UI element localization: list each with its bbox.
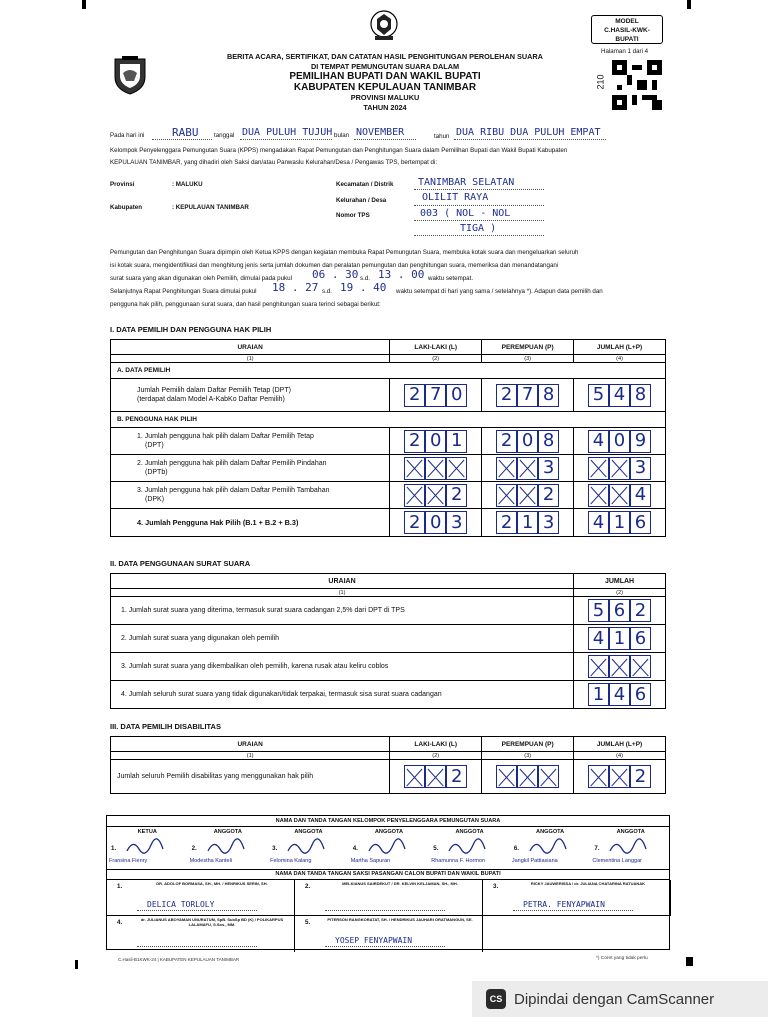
a-row1-label: Jumlah Pemilih dalam Daftar Pemilih Tetap (DPT) — [137, 387, 291, 394]
kpps-number: 4. — [352, 845, 358, 852]
model-box: MODEL C.HASIL-KWK- BUPATI — [591, 15, 663, 44]
crossed-digit-box — [609, 765, 630, 788]
saksi-number: 2. — [305, 883, 311, 890]
b4-lp — [574, 511, 665, 534]
crossed-digit-box — [404, 484, 425, 507]
digit-box: 4 — [609, 683, 630, 706]
crossed-digit-box — [588, 484, 609, 507]
tps-value: 003 ( NOL - NOL — [420, 208, 511, 219]
bulan-value: NOVEMBER — [356, 127, 405, 138]
saksi-number: 3. — [493, 883, 499, 890]
saksi-signature-cell — [107, 880, 295, 916]
tahun-value: DUA RIBU DUA PULUH EMPAT — [456, 127, 601, 138]
disabilitas-l — [390, 765, 481, 788]
digit-box: 1 — [588, 683, 609, 706]
b2-label: 2. Jumlah pengguna hak pilih dalam Daftar Pemilih Pindahan — [137, 460, 327, 467]
saksi-candidate: PITERSON RANGKORATAT, SH. / HENDRIKUS JAUHARI ORATMANGUN, SE. — [327, 917, 473, 922]
digit-box: 1 — [609, 511, 630, 534]
section-1-title: I. DATA PEMILIH DAN PENGGUNA HAK PILIH — [110, 325, 272, 334]
section-b-title: B. PENGGUNA HAK PILIH — [111, 412, 666, 428]
col-uraian-2: URAIAN — [111, 574, 574, 589]
digit-box: 4 — [588, 511, 609, 534]
saksi-signature-cell — [295, 916, 483, 952]
section-1-table: URAIAN LAKI-LAKI (L) PEREMPUAN (P) JUMLAH (L+P) (1) (2) (3) (4) A. DATA PEMILIH Jumlah Pemilih dalam Daftar Pemilih Tetap (DPT) (terdapat dalam Model A-KabKo Daftar Pemilih) 2 7 0 2 7 8 5 4 8 B. PENGGUNA HAK PILIH 1. Jumlah pengguna hak pilih dalam Daftar Pemilih Tetap (DPT) 2 0 1 2 0 8 4 0 9 2. Jumlah pengguna hak pilih dalam Daftar Pemilih Pindahan (DPTb) 3 3 3. Jumlah pengguna hak pilih dalam Daftar Pemilih Tambahan (DPK) 2 2 4 4. Jumlah Pengguna Hak Pilih (B.1 + B.2 + B.3) 2 0 3 2 1 3 4 1 6 — [110, 339, 666, 537]
digit-box: 6 — [630, 511, 651, 534]
crossed-digit-box — [517, 484, 538, 507]
digit-box: 7 — [425, 384, 446, 407]
digit-box: 5 — [588, 599, 609, 622]
kpps-signature — [447, 837, 487, 857]
tps-label: Nomor TPS — [336, 212, 370, 219]
tanggal-label: tanggal — [214, 132, 235, 139]
tps-value-line2: TIGA ) — [460, 223, 497, 234]
saksi-number: 5. — [305, 919, 311, 926]
kpps-sign-title: NAMA DAN TANDA TANGAN KELOMPOK PENYELENGGARA PEMUNGUTAN SUARA — [107, 816, 669, 827]
digit-box: 4 — [588, 627, 609, 650]
digit-box: 1 — [446, 430, 467, 453]
digit-box: 6 — [609, 599, 630, 622]
kpps-role: ANGGOTA — [294, 829, 323, 835]
kpps-signature — [206, 837, 246, 857]
kelurahan-value: OLILIT RAYA — [422, 192, 489, 203]
digit-box: 3 — [538, 511, 559, 534]
footer-right: *) Coret yang tidak perlu — [596, 956, 648, 961]
col-uraian: URAIAN — [111, 340, 390, 355]
kabupaten-label: Kabupaten — [110, 204, 142, 211]
saksi-signature-cell — [107, 916, 295, 952]
digit-box: 0 — [446, 384, 467, 407]
camscanner-banner — [472, 981, 768, 1017]
kpps-role: ANGGOTA — [536, 829, 565, 835]
col-laki: LAKI-LAKI (L) — [390, 340, 482, 355]
saksi-number: 4. — [117, 919, 123, 926]
crossed-digit-box — [609, 457, 630, 480]
page-info: Halaman 1 dari 4 — [601, 48, 649, 55]
section-2-table: URAIAN JUMLAH (1) (2) 1. Jumlah surat suara yang diterima, termasuk surat suara cadangan 2,5% dari DPT di TPS 5 6 2 2. Jumlah surat suara yang digunakan oleh pemilih 4 1 6 3. Jumlah surat suara yang dikembalikan oleh pemilih, karena rusak atau keliru coblos 4. Jumlah seluruh surat suara yang tidak digunakan/tidak terpakai, termasuk sisa surat suara cadangan 1 4 6 — [110, 573, 666, 709]
saksi-candidate: dr. JULIANUS ABOYAMAN UNURATUM, SpB. SubSp BD (K) / POLIKARPUS LALAMAFU, S.Sos., MM. — [140, 917, 284, 927]
col-jumlah: JUMLAH (L+P) — [574, 340, 666, 355]
saksi-name: PETRA. FENYAPWAIN — [523, 900, 605, 909]
kpps-number: 2. — [191, 845, 197, 852]
crossed-digit-box — [588, 765, 609, 788]
kpps-role: ANGGOTA — [374, 829, 404, 835]
digit-box: 2 — [496, 384, 517, 407]
kpps-role: ANGGOTA — [213, 829, 242, 835]
crossed-digit-box — [609, 655, 630, 678]
crossed-digit-box — [404, 765, 425, 788]
digit-box: 4 — [630, 484, 651, 507]
digit-box: 7 — [517, 384, 538, 407]
digit-box: 2 — [496, 430, 517, 453]
kpps-role: ANGGOTA — [616, 829, 645, 835]
a-row1-l — [390, 384, 481, 407]
kpps-signature — [125, 837, 165, 857]
b4-p — [482, 511, 573, 534]
kpps-name: Jangkil Pattiasiana — [511, 858, 558, 864]
qr-code — [612, 60, 662, 110]
digit-box: 2 — [496, 511, 517, 534]
ss-row2-value — [574, 627, 665, 650]
provinsi-value: : MALUKU — [172, 181, 203, 188]
kpps-name: Rhamunna F. Hormon — [431, 858, 486, 864]
kpps-number: 1. — [111, 845, 117, 852]
kpps-signature-cell — [510, 827, 591, 869]
kpps-name: Fransina Fienry — [109, 858, 148, 864]
digit-box: 3 — [538, 457, 559, 480]
b1-label: 1. Jumlah pengguna hak pilih dalam Daftar Pemilih Tetap — [137, 433, 314, 440]
kpps-signature-cell — [349, 827, 430, 869]
crossed-digit-box — [517, 765, 538, 788]
digit-box: 8 — [538, 384, 559, 407]
digit-box: 0 — [425, 511, 446, 534]
kpps-signature-cell — [188, 827, 269, 869]
signature-block — [106, 815, 670, 950]
registration-mark — [687, 0, 691, 9]
section-3-table: URAIAN LAKI-LAKI (L) PEREMPUAN (P) JUMLAH (L+P) (1) (2) (3) (4) Jumlah seluruh Pemilih disabilitas yang menggunakan hak pilih 2 2 — [110, 736, 666, 794]
digit-box: 2 — [446, 484, 467, 507]
crossed-digit-box — [496, 484, 517, 507]
kpps-signature — [286, 837, 326, 857]
kpps-name: Modestha Kanteli — [189, 858, 233, 864]
title-line-6: TAHUN 2024 — [363, 102, 407, 112]
saksi-name: DELICA TORLOLY — [147, 900, 215, 909]
digit-box: 3 — [630, 457, 651, 480]
registration-mark — [686, 957, 693, 966]
kpps-signature-cell — [107, 827, 188, 869]
ss-row3-label: 3. Jumlah surat suara yang dikembalikan oleh pemilih, karena rusak atau keliru coblos — [111, 653, 574, 681]
col-perempuan: PEREMPUAN (P) — [482, 340, 574, 355]
tanggal-value: DUA PULUH TUJUH — [242, 127, 333, 138]
kpps-signature — [367, 837, 407, 857]
digit-box: 6 — [630, 627, 651, 650]
b3-label: 3. Jumlah pengguna hak pilih dalam Daftar Pemilih Tambahan — [137, 487, 330, 494]
digit-box: 9 — [630, 430, 651, 453]
crossed-digit-box — [425, 457, 446, 480]
registration-mark — [75, 960, 78, 969]
b3-lp — [574, 484, 665, 507]
bulan-label: bulan — [334, 132, 350, 139]
kpps-name: Clementina Langgar — [592, 858, 642, 864]
ss-row3-value — [574, 655, 665, 678]
digit-box: 8 — [538, 430, 559, 453]
digit-box: 0 — [517, 430, 538, 453]
kpps-name: Martha Sapuran — [350, 858, 391, 864]
count-end-time: 19 . 40 — [340, 281, 387, 294]
ss-row4-label: 4. Jumlah seluruh surat suara yang tidak digunakan/tidak terpakai, termasuk sisa surat suara cadangan — [111, 681, 574, 709]
b1-l — [390, 430, 481, 453]
digit-box: 2 — [630, 599, 651, 622]
tahun-label: tahun — [434, 133, 450, 140]
crossed-digit-box — [425, 765, 446, 788]
saksi-candidate: DR. ADOLOF BORMASA, SH., MH. / HENRIKUS SERIN, SH. — [156, 881, 268, 886]
crossed-digit-box — [425, 484, 446, 507]
b3-l — [390, 484, 481, 507]
end-time: 13 . 00 — [378, 268, 425, 281]
ss-row2-label: 2. Jumlah surat suara yang digunakan oleh pemilih — [111, 625, 574, 653]
kpps-number: 6. — [513, 845, 520, 852]
start-time: 06 . 30 — [312, 268, 359, 281]
crossed-digit-box — [404, 457, 425, 480]
kpps-signature — [608, 837, 648, 857]
saksi-number: 1. — [117, 883, 123, 890]
kpps-role: ANGGOTA — [455, 829, 484, 835]
crossed-digit-box — [496, 765, 517, 788]
kpu-seal — [369, 9, 399, 41]
kabupaten-value: : KEPULAUAN TANIMBAR — [172, 204, 249, 211]
procedure-paragraph: Pemungutan dan Penghitungan Suara dipimpin oleh Ketua KPPS dengan kegiatan membuka Rapat Pemungutan Suara, membuka kotak suara dan mengeluarkan seluruh isi kotak suara, mengidentifikasi dan menghitung jenis serta jumlah dokumen dan peralatan pemungutan dan penghitungan suara, memeriksa dan menandatangani surat suara yang akan digunakan oleh Pemilih, dimulai pada pukul 06 . 30 s.d. 13 . 00 waktu setempat. Selanjutnya Rapat Penghitungan Suara dimulai pukul 18 . 27 s.d. 19 . 40 waktu setempat di hari yang sama / setelahnya *). Adapun data pemilih dan pengguna hak pilih, penggunaan surat suara, dan hasil penghitungan suara terinci sebagai berikut: — [110, 249, 603, 308]
saksi-name: YOSEP FENYAPWAIN — [335, 936, 413, 945]
kpps-number: 3. — [272, 845, 278, 852]
pada-hari-label: Pada hari ini — [110, 132, 145, 139]
crossed-digit-box — [517, 457, 538, 480]
crossed-digit-box — [496, 457, 517, 480]
kpps-number: 5. — [433, 845, 439, 852]
crossed-digit-box — [588, 655, 609, 678]
digit-box: 2 — [404, 384, 425, 407]
digit-box: 1 — [517, 511, 538, 534]
b4-l — [390, 511, 481, 534]
title-line-5: PROVINSI MALUKU — [350, 93, 420, 102]
saksi-signature-cell — [295, 880, 483, 916]
kpps-number: 7. — [594, 845, 600, 852]
kpps-signature-cell — [429, 827, 510, 869]
a-row1-lp — [574, 384, 665, 407]
digit-box: 2 — [446, 765, 467, 788]
kpps-signature-cell — [268, 827, 349, 869]
section-a-title: A. DATA PEMILIH — [111, 363, 666, 379]
registration-mark — [82, 0, 86, 9]
kelurahan-label: Kelurahan / Desa — [336, 197, 387, 204]
kpps-signature — [528, 837, 568, 857]
digit-box: 8 — [630, 384, 651, 407]
regency-emblem — [112, 55, 148, 95]
digit-box: 0 — [609, 430, 630, 453]
b1-p — [482, 430, 573, 453]
saksi-candidate: MELKIANUS SAIRDEKUT / DR. KELVIN KELJAMAN, SH., MH. — [342, 881, 458, 886]
disabilitas-lp — [574, 765, 665, 788]
section-3-title: III. DATA PEMILIH DISABILITAS — [110, 722, 221, 731]
b4-label: 4. Jumlah Pengguna Hak Pilih (B.1 + B.2 + B.3) — [111, 509, 390, 537]
provinsi-label: Provinsi — [110, 181, 135, 188]
crossed-digit-box — [446, 457, 467, 480]
digit-box: 2 — [404, 430, 425, 453]
digit-box: 2 — [404, 511, 425, 534]
kecamatan-label: Kecamatan / Distrik — [336, 181, 394, 188]
digit-box: 5 — [588, 384, 609, 407]
kecamatan-value: TANIMBAR SELATAN — [418, 177, 515, 188]
title-line-2: DI TEMPAT PEMUNGUTAN SUARA DALAM — [310, 61, 460, 71]
b3-p — [482, 484, 573, 507]
b1-lp — [574, 430, 665, 453]
title-line-3: PEMILIHAN BUPATI DAN WAKIL BUPATI — [289, 71, 481, 82]
disabilitas-label: Jumlah seluruh Pemilih disabilitas yang menggunakan hak pilih — [111, 760, 390, 794]
digit-box: 2 — [538, 484, 559, 507]
ss-row1-value — [574, 599, 665, 622]
digit-box: 4 — [588, 430, 609, 453]
b2-l — [390, 457, 481, 480]
disabilitas-p — [482, 765, 573, 788]
camscanner-text: Dipindai dengan CamScanner — [514, 990, 715, 1008]
crossed-digit-box — [538, 765, 559, 788]
title-line-4: KABUPATEN KEPULAUAN TANIMBAR — [293, 82, 477, 93]
ss-row1-label: 1. Jumlah surat suara yang diterima, termasuk surat suara cadangan 2,5% dari DPT di TPS — [111, 597, 574, 625]
digit-box: 6 — [630, 683, 651, 706]
digit-box: 1 — [609, 627, 630, 650]
crossed-digit-box — [609, 484, 630, 507]
crossed-digit-box — [588, 457, 609, 480]
ss-row4-value — [574, 683, 665, 706]
col-jumlah-2: JUMLAH — [574, 574, 666, 589]
intro-paragraph: Kelompok Penyelenggara Pemungutan Suara (KPPS) mengadakan Rapat Pemungutan dan Penghitungan Suara dalam Pemilihan Bupati dan Wakil Bupati Kabupaten KEPULAUAN TANIMBAR, yang dihadiri oleh Saksi dan/atau Panwaslu Kelurahan/Desa / Pengawas TPS, bertempat di: — [110, 147, 568, 166]
digit-box: 3 — [446, 511, 467, 534]
saksi-sign-title: NAMA DAN TANDA TANGAN SAKSI PASANGAN CALON BUPATI DAN WAKIL BUPATI — [107, 870, 669, 880]
camscanner-logo: CS — [486, 989, 506, 1009]
kpps-name: Felomina Kalang — [270, 858, 312, 864]
b2-p — [482, 457, 573, 480]
digit-box: 4 — [609, 384, 630, 407]
kpps-signature-cell — [590, 827, 671, 869]
footer-left: C.Hasil-B1KWK-24 | KABUPATEN KEPULAUAN TANIMBAR — [118, 957, 240, 962]
digit-box: 0 — [425, 430, 446, 453]
count-start-time: 18 . 27 — [272, 281, 319, 294]
saksi-candidate: RICKY JAUWERISSA / dr. JULIANA CHATARINA RATUANAK — [530, 881, 646, 886]
title-line-1: BERITA ACARA, SERTIFIKAT, DAN CATATAN HASIL PENGHITUNGAN PEROLEHAN SUARA — [227, 52, 543, 61]
hari-value: RABU — [172, 126, 199, 139]
kpps-role: KETUA — [137, 829, 157, 835]
a-row1-p — [482, 384, 573, 407]
section-2-title: II. DATA PENGGUNAAN SURAT SUARA — [110, 559, 251, 568]
digit-box: 2 — [630, 765, 651, 788]
saksi-signature-cell — [483, 880, 671, 916]
side-code: 210 — [595, 74, 606, 90]
b2-lp — [574, 457, 665, 480]
crossed-digit-box — [630, 655, 651, 678]
